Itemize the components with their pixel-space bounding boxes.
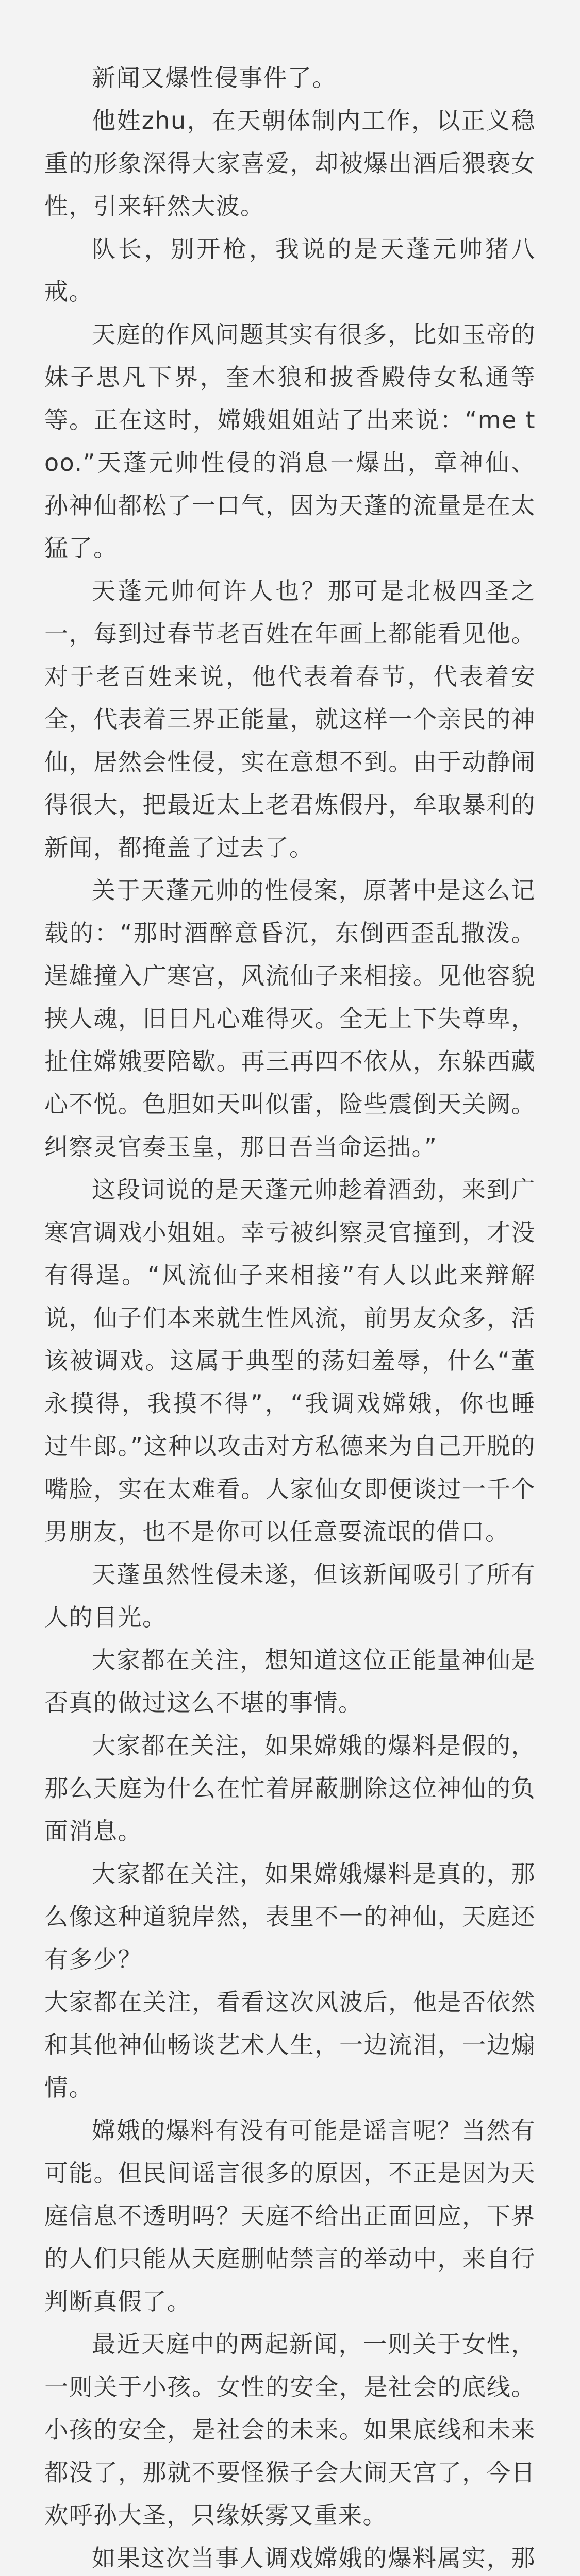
article-paragraph-13: 嫦娥的爆料有没有可能是谣言呢？当然有可能。但民间谣言很多的原因，不正是因为天庭信息不透明吗？天庭不给出正面回应，下界的人们只能从天庭删帖禁言的举动中，来自行判断真假了。: [44, 2116, 536, 2315]
article-paragraph-8: 天蓬虽然性侵未遂，但该新闻吸引了所有人的目光。: [44, 1561, 536, 1631]
article-paragraph-2: 他姓zhu，在天朝体制内工作，以正义稳重的形象深得大家喜爱，却被爆出酒后猥亵女性，引来轩然大波。: [44, 107, 536, 220]
article-paragraph-11: 大家都在关注，如果嫦娥爆料是真的，那么像这种道貌岸然，表里不一的神仙，天庭还有多少？: [44, 1860, 536, 1973]
article-paragraph-10: 大家都在关注，如果嫦娥的爆料是假的，那么天庭为什么在忙着屏蔽删除这位神仙的负面消息。: [44, 1732, 536, 1845]
article-paragraph-14: 最近天庭中的两起新闻，一则关于女性，一则关于小孩。女性的安全，是社会的底线。小孩的安全，是社会的未来。如果底线和未来都没了，那就不要怪猴子会大闹天宫了，今日欢呼孙大圣，只缘妖雾又重来。: [44, 2330, 536, 2529]
article-paragraph-5: 天蓬元帅何许人也？那可是北极四圣之一，每到过春节老百姓在年画上都能看见他。对于老百姓来说，他代表着春节，代表着安全，代表着三界正能量，就这样一个亲民的神仙，居然会性侵，实在意想不到。由于动静闹得很大，把最近太上老君炼假丹，牟取暴利的新闻，都掩盖了过去了。: [44, 577, 536, 861]
article-paragraph-3: 队长，别开枪，我说的是天蓬元帅猪八戒。: [44, 235, 536, 306]
article-paragraph-15: 如果这次当事人调戏嫦娥的爆料属实，那: [92, 2544, 536, 2572]
article-paragraph-6: 关于天蓬元帅的性侵案，原著中是这么记载的：“那时酒醉意昏沉，东倒西歪乱撒泼。逞雄撞入广寒宫，风流仙子来相接。见他容貌挟人魂，旧日凡心难得灭。全无上下失尊卑，扯住嫦娥要陪歇。再三再四不依从，东躲西藏心不悦。色胆如天叫似雷，险些震倒天关阙。纠察灵官奏玉皇，那日吾当命运拙。”: [44, 876, 536, 1161]
article-body: [44, 57, 536, 2576]
article-paragraph-12: 大家都在关注，看看这次风波后，他是否依然和其他神仙畅谈艺术人生，一边流泪，一边煽情。: [44, 1988, 536, 2102]
article-paragraph-1: 新闻又爆性侵事件了。: [92, 64, 337, 92]
article-paragraph-7: 这段词说的是天蓬元帅趁着酒劲，来到广寒宫调戏小姐姐。幸亏被纠察灵官撞到，才没有得逞。“风流仙子来相接”有人以此来辩解说，仙子们本来就生性风流，前男友众多，活该被调戏。这属于典型的荡妇羞辱，什么“董永摸得，我摸不得”，“我调戏嫦娥，你也睡过牛郎。”这种以攻击对方私德来为自己开脱的嘴脸，实在太难看。人家仙女即便谈过一千个男朋友，也不是你可以任意耍流氓的借口。: [44, 1176, 536, 1546]
article-paragraph-9: 大家都在关注，想知道这位正能量神仙是否真的做过这么不堪的事情。: [44, 1646, 536, 1717]
article-paragraph-4: 天庭的作风问题其实有很多，比如玉帝的妹子思凡下界，奎木狼和披香殿侍女私通等等。正在这时，嫦娥姐姐站了出来说：“me too.”天蓬元帅性侵的消息一爆出，章神仙、孙神仙都松了一口气，因为天蓬的流量是在太猛了。: [44, 320, 536, 562]
